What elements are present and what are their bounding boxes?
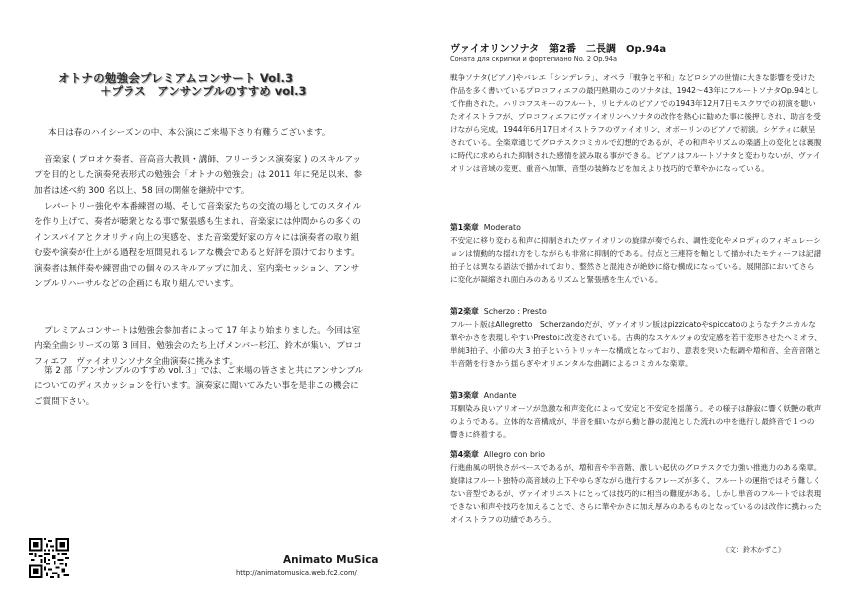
movement-tempo: Moderato bbox=[483, 223, 521, 232]
part2-text: 第 2 部「アンサンブルのすすめ vol.３」では、ご来場の皆さまと共にアンサンブルについてのディスカッションを行います。演奏家に聞いてみたい事を是非この機会にご質問下さい。 bbox=[34, 366, 364, 407]
movement-text: 耳馴染み良いアリオーソが急激な和声変化によって安定と不安定を揺蕩う。その様子は静寂に響く妖艶の歌声のようである。立体的な音構成が、半音を細いながら動と静の混沌とした流れの中を進行し最終音で１つの響きに終着する。 bbox=[450, 404, 822, 439]
sonata-title: ヴァイオリンソナタ 第2番 二長調 Op.94a bbox=[450, 44, 667, 55]
about-text-2: レパートリー強化や本番練習の場、そして音楽家たちの交流の場としてのスタイルを作り上げて、奏者が聴衆となる事で緊張感も生まれ、音楽家には仲間からの多くのインスパイアとクオリティ向上の実感を、また音楽愛好家の方々には演奏者の取り組む姿や演奏が仕上がる過程を垣間見れるレアな機会であると好評を頂けております。演奏者は無伴奏や練習曲での個々のスキルアップに加え、室内楽セッション、アンサンブルリハーサルなどの企画にも取り組んでいます。 bbox=[34, 202, 362, 290]
website-link[interactable]: http://animatomusica.web.fc2.com/ bbox=[236, 569, 357, 577]
movement-number: 第3楽章 bbox=[450, 391, 479, 400]
movement-tempo: Andante bbox=[483, 391, 517, 400]
movement-2 bbox=[450, 305, 822, 370]
concert-title: オトナの勉強会プレミアムコンサート Vol.3 bbox=[58, 71, 294, 85]
intro-text: 戦争ソナタ(ピアノ)やバレエ「シンデレラ」、オペラ「戦争と平和」などロシアの世情に大きな影響を受けた作品を多く書いているプロコフィエフの最円熟期のこのソナタは、1942～43年にフルートソナタOp.94として作曲された。ハリコフスキーのフルート、リヒテルのピアノでの1943年12月7日モスクワでの初演を聴いたオイストラフが、プロコフィエフにヴァイオリンへソナタの改作を熱心に勧めた事に後押しされ、助言を受けながら完成。1944年6月17日オイストラフのヴァイオリン、オボーリンのピアノで初演。シゲティに献呈されている。全楽章通じてグロテスクコミカルで幻想的であるが、その和声やリズムの楽譜上の変化とは裏腹に時代に求められた抑制された感情を読み取る事ができる。ピアノはフルートソナタと変わりないが、ヴァイオリンは音域の変更、重音へ加筆、音型の装飾などを加えより技巧的で華やかになっている。 bbox=[450, 73, 822, 173]
movement-text: フルート版はAllegretto Scherzandoだが、ヴァイオリン版はpizzicatoやspiccatoのようなテクニカルな華やかさを表現しやすいPrestoに改変されている。古典的なスケルツォの安定感を若干変形させたヘミオラ、単純3拍子、小節の大 3 拍子というトリッキーな構成となっており、意表を突いた転調や増和音、全音音階と半音階を行きかう揺らぎやオリエンタルな曲調によるコミカルな楽章。 bbox=[450, 320, 822, 368]
author-credit: 《文：鈴木かずこ》 bbox=[722, 546, 785, 554]
concert-subtitle: ＋プラス アンサンブルのすすめ vol.3 bbox=[100, 84, 307, 98]
movement-heading bbox=[450, 305, 822, 318]
movement-4 bbox=[450, 448, 822, 526]
movement-number: 第1楽章 bbox=[450, 223, 479, 232]
qr-code-icon[interactable] bbox=[29, 538, 69, 578]
movement-heading bbox=[450, 448, 822, 461]
movement-text: 不安定に移り変わる和声に抑制されたヴァイオリンの旋律が奏でられ、調性変化やメロディのフィギュレーションは情動的な揺れ方をしながらも非常に抑制的である。付点と三連符を軸として描かれたモティーフは記譜拍子とは異なる語法で描かれており、整然さと混沌さが絶妙に絡む構成になっている。展開部においてさらに変化が凝縮され面白みのあるリズムと緊張感を生んでいる。 bbox=[450, 236, 822, 284]
movement-3 bbox=[450, 389, 822, 441]
sonata-subtitle-russian: Соната для скрипки и фортепиано No. 2 Op.94a bbox=[450, 55, 618, 63]
movement-text: 行進曲風の明快さがベースであるが、増和音や半音階、激しい起伏のグロテスクで力強い推進力のある楽章。旋律はフルート独特の高音域の上下やゆらぎながら進行するフレーズが多く、フルートの運指ではそう難しくない音型であるが、ヴァイオリニストにとっては技巧的に相当の難度がある。しかし単音のフルートでは表現できない和声や技巧を加えることで、さらに華やかさに加え厚みのあるものとなっているのは改作に携わったオイストラフの功績であろう。 bbox=[450, 463, 822, 524]
movement-number: 第2楽章 bbox=[450, 307, 479, 316]
premium-text: プレミアムコンサートは勉強会参加者によって 17 年より始まりました。今回は室内楽全曲シリーズの第 3 回目、勉強会のたち上げメンバー杉江、鈴木が集い、プロコフィエフ ヴァイオリンソナタ全曲演奏に挑みます。 bbox=[34, 326, 362, 367]
sonata-intro bbox=[450, 71, 822, 175]
movement-tempo: Scherzo : Presto bbox=[483, 307, 547, 316]
brand-name: Animato MuSica bbox=[283, 554, 379, 566]
greeting-text: 本日は春のハイシーズンの中、本公演にご来場下さり有難うございます。 bbox=[48, 128, 331, 138]
movement-tempo: Allegro con brio bbox=[483, 450, 546, 459]
movement-number: 第4楽章 bbox=[450, 450, 479, 459]
movement-1 bbox=[450, 221, 822, 286]
movement-heading bbox=[450, 221, 822, 234]
about-text: 音楽家 ( プロオケ奏者、音高音大教員・講師、フリーランス演奏家 ) のスキルアップを目的とした演奏発表形式の勉強会「オトナの勉強会」は 2011 年に発足以来、参加者は述べ約 300 名以上、58 回の開催を継続中です。 bbox=[34, 155, 363, 196]
movement-heading bbox=[450, 389, 822, 402]
